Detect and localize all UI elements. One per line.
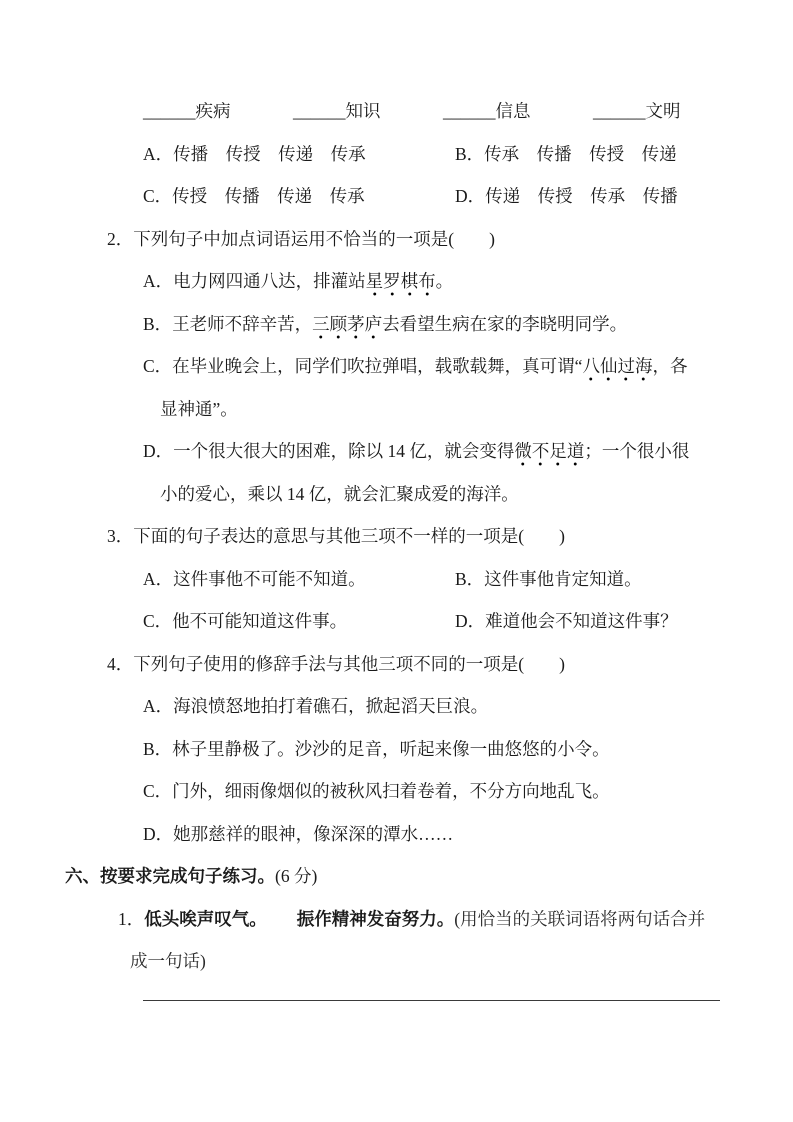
q1-option-d: D．传递 传授 传承 传播 [455,186,678,206]
q2-option-d-pre: D．一个很大很大的困难，除以 14 亿，就会变得 [143,441,515,461]
fill-blank-item-4: ______文明 [593,101,681,121]
q3-stem: 3．下面的句子表达的意思与其他三项不一样的一项是( ) [107,526,565,546]
q2-option-c-line1 [143,345,793,388]
section6-item1-sentence1: 低头唉声叹气。 [144,908,267,929]
q2-option-b-pre: B．王老师不辞辛苦， [143,313,313,334]
q2-option-c-dotted-word: 八仙过海 [582,356,652,382]
q4-option-d: D．她那慈祥的眼神，像深深的潭水…… [143,823,454,844]
section6-item1-note-line1: (用恰当的关联词语将两句话合并 [454,908,706,929]
q2-option-c-line2: 显神通”。 [160,398,238,419]
q2-option-b [143,303,793,346]
q3-option-b: B．这件事他肯定知道。 [455,568,642,589]
q4-option-c: C．门外，细雨像烟似的被秋风扫着卷着，不分方向地乱飞。 [143,781,610,801]
q3-options-row-ab [143,558,793,601]
section6-heading-score: (6 分) [275,866,318,886]
q3-option-a: A．这件事他不可能不知道。 [143,568,366,589]
section6-item1-line1 [118,898,793,941]
q2-option-a-dotted-word: 星罗棋布 [366,271,436,297]
q2-option-a [143,260,793,303]
section6-item1-number: 1． [118,908,145,929]
q2-option-d-post: ；一个很小很 [584,441,690,461]
q2-option-d-line1 [143,430,793,473]
fill-blank-item-2: ______知识 [293,101,381,121]
q2-stem: 2．下列句子中加点词语运用不恰当的一项是( ) [107,228,495,249]
q2-option-d-line2: 小的爱心，乘以 14 亿，就会汇聚成爱的海洋。 [160,483,519,504]
q2-option-b-post: 去看望生病在家的李晓明同学。 [382,313,628,334]
q4-stem: 4．下列句子使用的修辞手法与其他三项不同的一项是( ) [107,653,565,674]
q4-option-b: B．林子里静极了。沙沙的足音，听起来像一曲悠悠的小令。 [143,738,610,759]
q1-option-a: A．传播 传授 传递 传承 [143,143,366,164]
q1-option-c: C．传授 传播 传递 传承 [143,186,365,206]
section6-item1-note-line2: 成一句话) [130,951,206,971]
q1-options-row-ab [143,133,793,176]
q3-option-d: D．难道他会不知道这件事？ [455,611,678,631]
q2-option-b-dotted-word: 三顾茅庐 [312,314,382,340]
q2-option-a-post: 。 [435,271,454,291]
section6-heading-title: 六、按要求完成句子练习。 [65,866,275,886]
section6-item1-sentence2: 振作精神发奋努力。 [296,908,455,929]
q2-option-c-pre: C．在毕业晚会上，同学们吹拉弹唱，载歌载舞，真可谓“ [143,356,583,376]
q1-options-row-cd [143,175,793,218]
fill-blank-item-3: ______信息 [443,101,531,121]
q3-option-c: C．他不可能知道这件事。 [143,611,348,631]
q1-blanks-row [143,90,793,133]
q1-option-b: B．传承 传播 传授 传递 [455,143,677,164]
q2-option-d-dotted-word: 微不足道 [514,441,584,467]
q4-option-a: A．海浪愤怒地拍打着礁石，掀起滔天巨浪。 [143,696,489,716]
q3-options-row-cd [143,600,793,643]
q2-option-c-post: ，各 [652,356,688,376]
fill-blank-item-1: ______疾病 [143,101,231,121]
q2-option-a-pre: A．电力网四通八达，排灌站 [143,271,366,291]
answer-blank-line [143,1000,720,1001]
section6-heading [65,855,793,898]
